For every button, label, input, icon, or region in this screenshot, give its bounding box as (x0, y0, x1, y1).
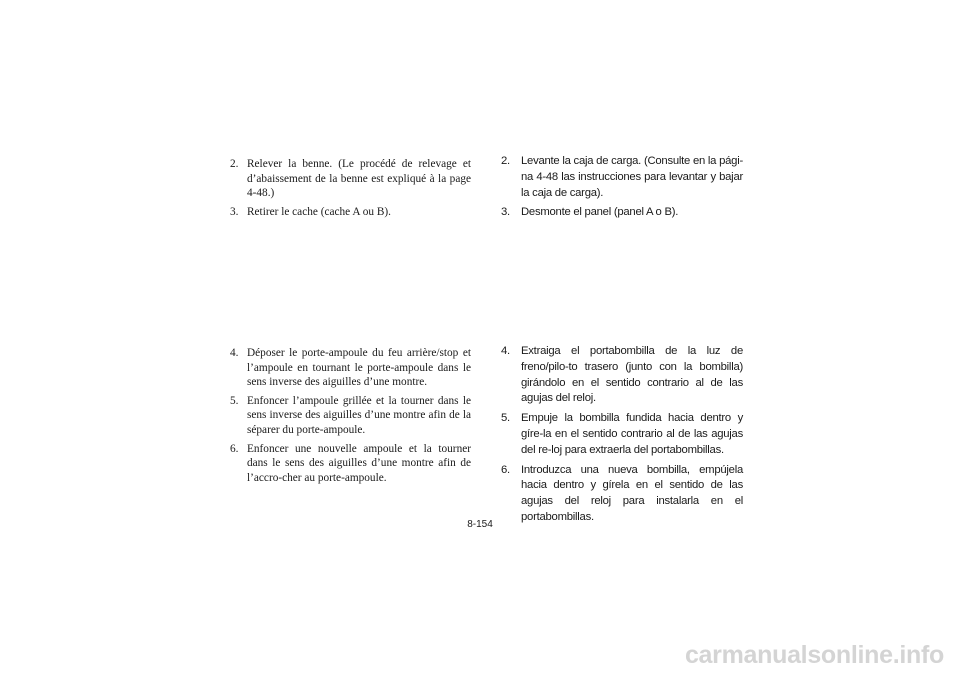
step-number: 6. (230, 442, 239, 455)
step-number: 5. (230, 394, 239, 407)
french-step-4 (230, 346, 471, 390)
step-number: 3. (501, 206, 510, 219)
spanish-top-steps (501, 154, 743, 225)
step-text: Enfoncer une nouvelle ampoule et la tourner dans le sens des aiguilles d’une montre afin de l’accro-cher au porte-ampoule. (247, 442, 471, 484)
step-text: Levante la caja de carga. (Consulte en la pági-na 4-48 las instrucciones para levantar y bajar la caja de carga). (521, 155, 743, 199)
step-text: Desmonte el panel (panel A o B). (521, 206, 679, 219)
french-top-steps (230, 157, 471, 223)
french-step-6 (230, 442, 471, 486)
step-number: 2. (501, 155, 510, 167)
step-number: 5. (501, 412, 510, 425)
spanish-bottom-steps (501, 344, 743, 530)
step-text: Empuje la bombilla fundida hacia dentro y gíre-la en el sentido contrario al de las agujas del re-loj para extraerla del portabombillas. (521, 412, 743, 456)
page-number: 8-154 (467, 519, 493, 530)
french-bottom-steps (230, 346, 471, 489)
step-text: Relever la benne. (Le procédé de relevage et d’abaissement de la benne est expliqué à la page 4-48.) (247, 158, 471, 200)
step-text: Retirer le cache (cache A ou B). (247, 205, 391, 218)
french-step-2 (230, 157, 471, 201)
step-number: 3. (230, 205, 239, 218)
french-step-5 (230, 394, 471, 438)
spanish-step-4 (501, 344, 743, 407)
step-number: 2. (230, 158, 239, 170)
spanish-step-5 (501, 411, 743, 458)
step-text: Déposer le porte-ampoule du feu arrière/stop et l’ampoule en tournant le porte-ampoule dans le sens inverse des aiguilles d’une montre. (247, 347, 471, 389)
step-number: 4. (501, 345, 510, 357)
watermark[interactable]: carmanualsonline.info (684, 641, 944, 669)
step-text: Enfoncer l’ampoule grillée et la tourner dans le sens inverse des aiguilles d’une montre afin de la séparer du porte-ampoule. (247, 394, 471, 436)
french-step-3 (230, 205, 471, 220)
step-text: Introduzca una nueva bombilla, empújela hacia dentro y gírela en el sentido de las agujas del reloj para instalarla en el portabombillas. (521, 463, 743, 523)
spanish-step-2 (501, 154, 743, 201)
step-number: 6. (501, 463, 510, 476)
spanish-step-3 (501, 205, 743, 221)
step-text: Extraiga el portabombilla de la luz de freno/pilo-to trasero (junto con la bombilla) girándolo en el sentido contrario al de las agujas del reloj. (521, 345, 743, 405)
spanish-step-6 (501, 463, 743, 526)
step-number: 4. (230, 347, 239, 359)
